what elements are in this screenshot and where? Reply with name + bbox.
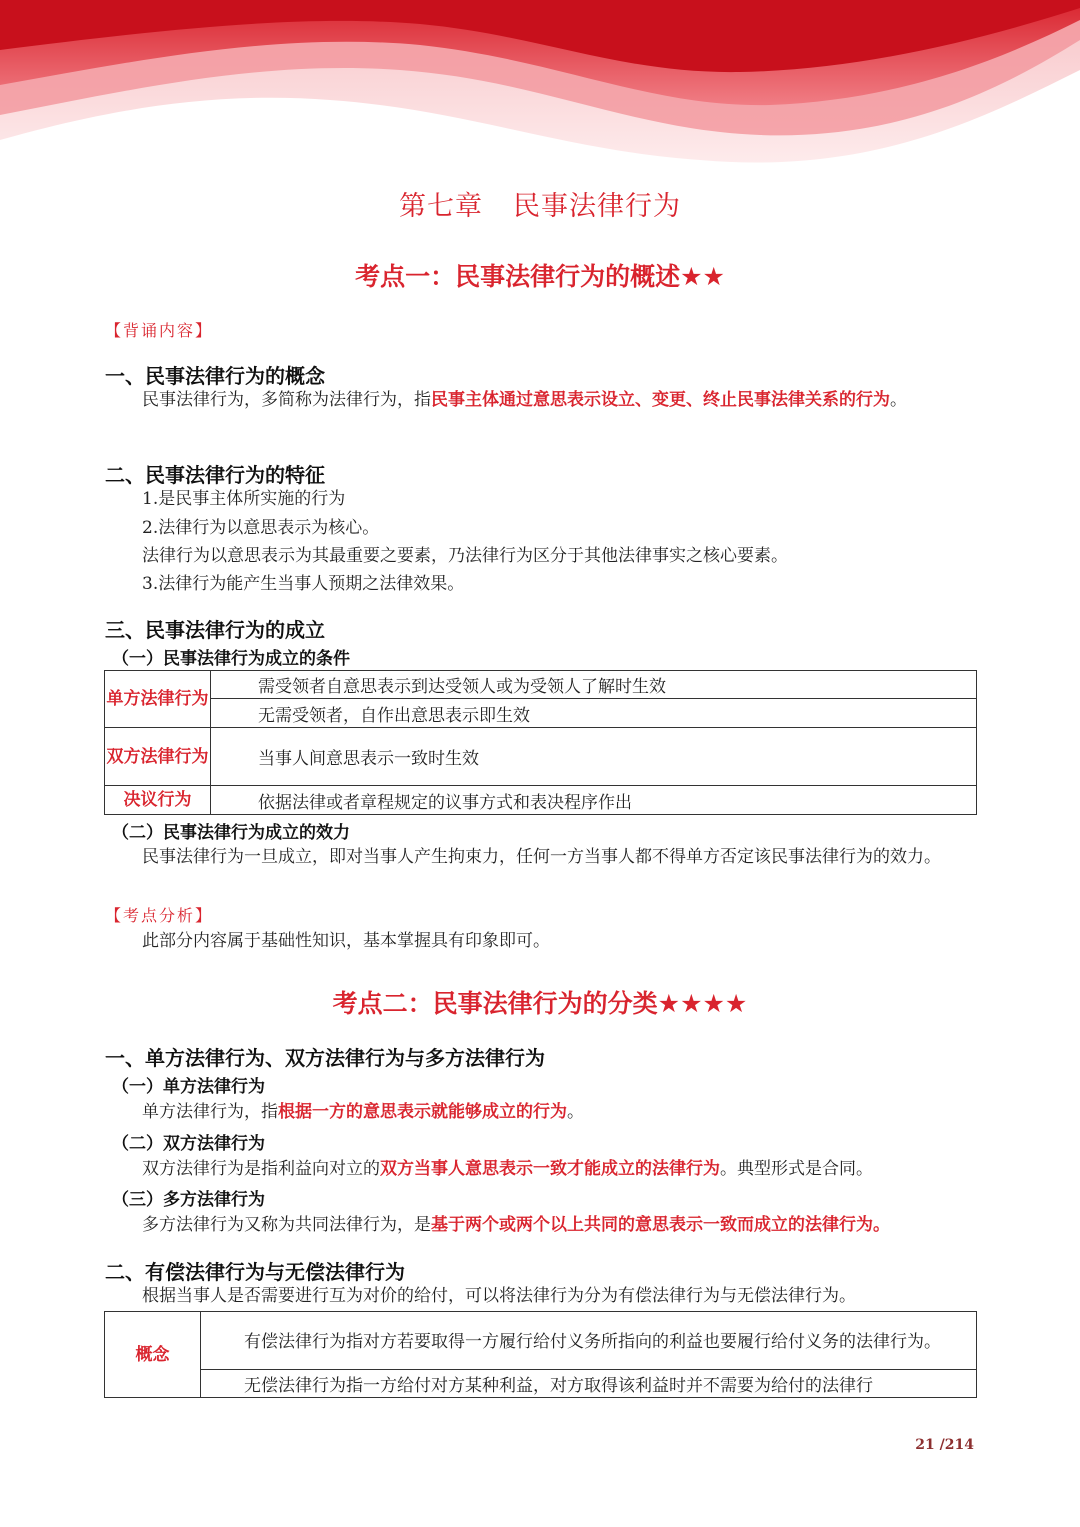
table-cell: 依据法律或者章程规定的议事方式和表决程序作出 — [211, 786, 977, 815]
subheading-multilateral: （三）多方法律行为 — [112, 1190, 265, 1210]
table-label: 概念 — [105, 1312, 201, 1398]
heading-concept: 一、民事法律行为的概念 — [105, 364, 325, 388]
chapter-number: 第七章 — [399, 191, 483, 222]
page-number: 21 /214 — [915, 1437, 974, 1453]
analysis-tag: 【考点分析】 — [105, 906, 214, 925]
section-title-kaodian-1: 考点一：民事法律行为的概述★★ — [355, 262, 725, 291]
bilateral-definition: 双方法律行为是指利益向对立的双方当事人意思表示一致才能成立的法律行为。典型形式是合同。 — [142, 1159, 873, 1179]
feature-line: 1.是民事主体所实施的行为 — [142, 489, 346, 509]
header-wave-banner — [0, 0, 1080, 170]
feature-line: 3.法律行为能产生当事人预期之法律效果。 — [142, 574, 465, 594]
table-cell: 无偿法律行为指一方给付对方某种利益，对方取得该利益时并不需要为给付的法律行 — [201, 1370, 977, 1398]
table-cell: 需受领者自意思表示到达受领人或为受领人了解时生效 — [211, 671, 977, 699]
unilateral-definition: 单方法律行为，指根据一方的意思表示就能够成立的行为。 — [142, 1102, 584, 1122]
heading-compensation-classification: 二、有偿法律行为与无偿法律行为 — [105, 1260, 405, 1284]
subheading-formation-conditions: （一）民事法律行为成立的条件 — [112, 649, 350, 669]
analysis-text: 此部分内容属于基础性知识，基本掌握具有印象即可。 — [142, 931, 550, 951]
concept-highlight: 民事主体通过意思表示设立、变更、终止民事法律关系的行为 — [431, 390, 890, 410]
recite-content-tag: 【背诵内容】 — [105, 321, 214, 340]
table-label: 双方法律行为 — [105, 728, 211, 786]
heading-formation: 三、民事法律行为的成立 — [105, 618, 325, 642]
formation-conditions-table — [104, 670, 977, 815]
chapter-name: 民事法律行为 — [513, 191, 681, 222]
table-cell: 无需受领者，自作出意思表示即生效 — [211, 699, 977, 728]
feature-line: 2.法律行为以意思表示为核心。 — [142, 518, 380, 538]
effect-paragraph: 民事法律行为一旦成立，即对当事人产生拘束力，任何一方当事人都不得单方否定该民事法律行为的效力。 — [142, 847, 941, 867]
subheading-formation-effect: （二）民事法律行为成立的效力 — [112, 823, 350, 843]
table-cell: 有偿法律行为指对方若要取得一方履行给付义务所指向的利益也要履行给付义务的法律行为。 — [201, 1312, 977, 1370]
chapter-title — [0, 184, 1080, 223]
table-label: 决议行为 — [105, 786, 211, 815]
section-title-kaodian-2: 考点二：民事法律行为的分类★★★★ — [332, 989, 748, 1018]
heading-party-classification: 一、单方法律行为、双方法律行为与多方法律行为 — [105, 1046, 545, 1070]
subheading-unilateral: （一）单方法律行为 — [112, 1077, 265, 1097]
concept-paragraph: 民事法律行为，多简称为法律行为，指民事主体通过意思表示设立、变更、终止民事法律关系的行为。 — [142, 390, 907, 410]
subheading-bilateral: （二）双方法律行为 — [112, 1134, 265, 1154]
heading-features: 二、民事法律行为的特征 — [105, 463, 325, 487]
feature-line: 法律行为以意思表示为其最重要之要素，乃法律行为区分于其他法律事实之核心要素。 — [142, 546, 788, 566]
table-label: 单方法律行为 — [105, 671, 211, 728]
compensation-intro: 根据当事人是否需要进行互为对价的给付，可以将法律行为分为有偿法律行为与无偿法律行为。 — [142, 1286, 856, 1306]
compensation-concept-table — [104, 1311, 977, 1398]
table-cell: 当事人间意思表示一致时生效 — [211, 728, 977, 786]
multilateral-definition: 多方法律行为又称为共同法律行为，是基于两个或两个以上共同的意思表示一致而成立的法律行为。 — [142, 1215, 890, 1235]
